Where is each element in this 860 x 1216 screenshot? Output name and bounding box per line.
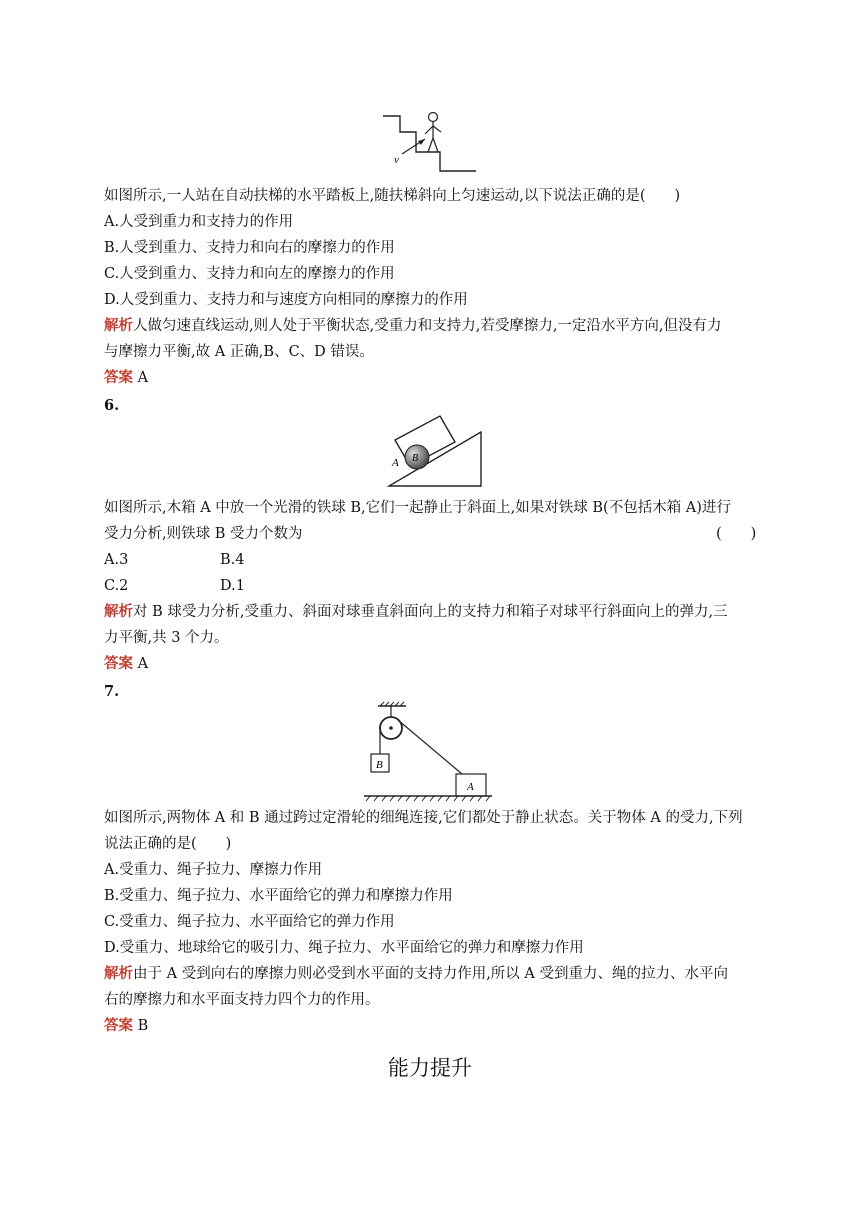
q6-analysis-line1: 对 B 球受力分析,受重力、斜面对球垂直斜面向上的支持力和箱子对球平行斜面向上的弹力,三: [133, 604, 728, 620]
q6-option-b: B.4: [220, 552, 245, 568]
q7-option-d: D.受重力、地球给它的吸引力、绳子拉力、水平面给它的弹力和摩擦力作用: [104, 940, 584, 956]
answer-label: 答案: [104, 1017, 133, 1034]
q6-analysis-line2: 力平衡,共 3 个力。: [104, 630, 229, 646]
q7-option-a: A.受重力、绳子拉力、摩擦力作用: [104, 862, 323, 878]
q5-option-a: A.人受到重力和支持力的作用: [104, 214, 294, 230]
q6-analysis: [104, 602, 728, 622]
q7-question-line1: 如图所示,两物体 A 和 B 通过跨过定滑轮的细绳连接,它们都处于静止状态。关于物体 A 的受力,下列: [104, 810, 743, 826]
section-title: 能力提升: [388, 1056, 472, 1080]
q5-option-b: B.人受到重力、支持力和向右的摩擦力的作用: [104, 240, 395, 256]
q7-analysis-line2: 右的摩擦力和水平面支持力四个力的作用。: [104, 992, 380, 1008]
analysis-label: 解析: [104, 965, 133, 982]
q6-option-c: C.2: [104, 578, 129, 594]
ball-label-b: B: [412, 453, 419, 464]
incline-box-figure: [385, 416, 485, 488]
block-label-a: A: [467, 781, 474, 793]
q6-number: 6.: [104, 397, 120, 414]
q6-question-line2: 受力分析,则铁球 B 受力个数为: [104, 526, 303, 542]
answer-label: 答案: [104, 655, 133, 672]
q7-number: 7.: [104, 683, 120, 700]
q6-option-d: D.1: [220, 578, 245, 594]
q5-answer-value: A: [137, 370, 149, 386]
q6-option-a: A.3: [104, 552, 129, 568]
velocity-label: v: [394, 154, 399, 166]
q7-option-c: C.受重力、绳子拉力、水平面给它的弹力作用: [104, 914, 395, 930]
q5-option-d: D.人受到重力、支持力和与速度方向相同的摩擦力的作用: [104, 292, 468, 308]
q5-question: 如图所示,一人站在自动扶梯的水平踏板上,随扶梯斜向上匀速运动,以下说法正确的是( ): [104, 188, 681, 204]
block-label-b: B: [376, 759, 383, 771]
pulley-figure: [362, 702, 494, 802]
box-label-a: A: [392, 457, 399, 469]
q7-question-line2: 说法正确的是( ): [104, 836, 232, 852]
q5-option-c: C.人受到重力、支持力和向左的摩擦力的作用: [104, 266, 395, 282]
escalator-figure: [380, 108, 480, 174]
q5-analysis: [104, 316, 722, 336]
q6-question-line1: 如图所示,木箱 A 中放一个光滑的铁球 B,它们一起静止于斜面上,如果对铁球 B(不包括木箱 A)进行: [104, 500, 731, 516]
q6-paren: ( ): [716, 526, 757, 542]
analysis-label: 解析: [104, 603, 133, 620]
q7-answer: [104, 1016, 148, 1036]
q6-answer: [104, 654, 148, 674]
q7-analysis: [104, 964, 728, 984]
q5-answer: [104, 368, 148, 388]
answer-label: 答案: [104, 369, 133, 386]
q7-option-b: B.受重力、绳子拉力、水平面给它的弹力和摩擦力作用: [104, 888, 453, 904]
q7-analysis-line1: 由于 A 受到向右的摩擦力则必受到水平面的支持力作用,所以 A 受到重力、绳的拉力、水平向: [133, 966, 728, 982]
q7-answer-value: B: [137, 1018, 149, 1034]
q5-analysis-line2: 与摩擦力平衡,故 A 正确,B、C、D 错误。: [104, 344, 374, 360]
q5-analysis-line1: 人做匀速直线运动,则人处于平衡状态,受重力和支持力,若受摩擦力,一定沿水平方向,但没有力: [133, 318, 722, 334]
q6-answer-value: A: [137, 656, 149, 672]
analysis-label: 解析: [104, 317, 133, 334]
